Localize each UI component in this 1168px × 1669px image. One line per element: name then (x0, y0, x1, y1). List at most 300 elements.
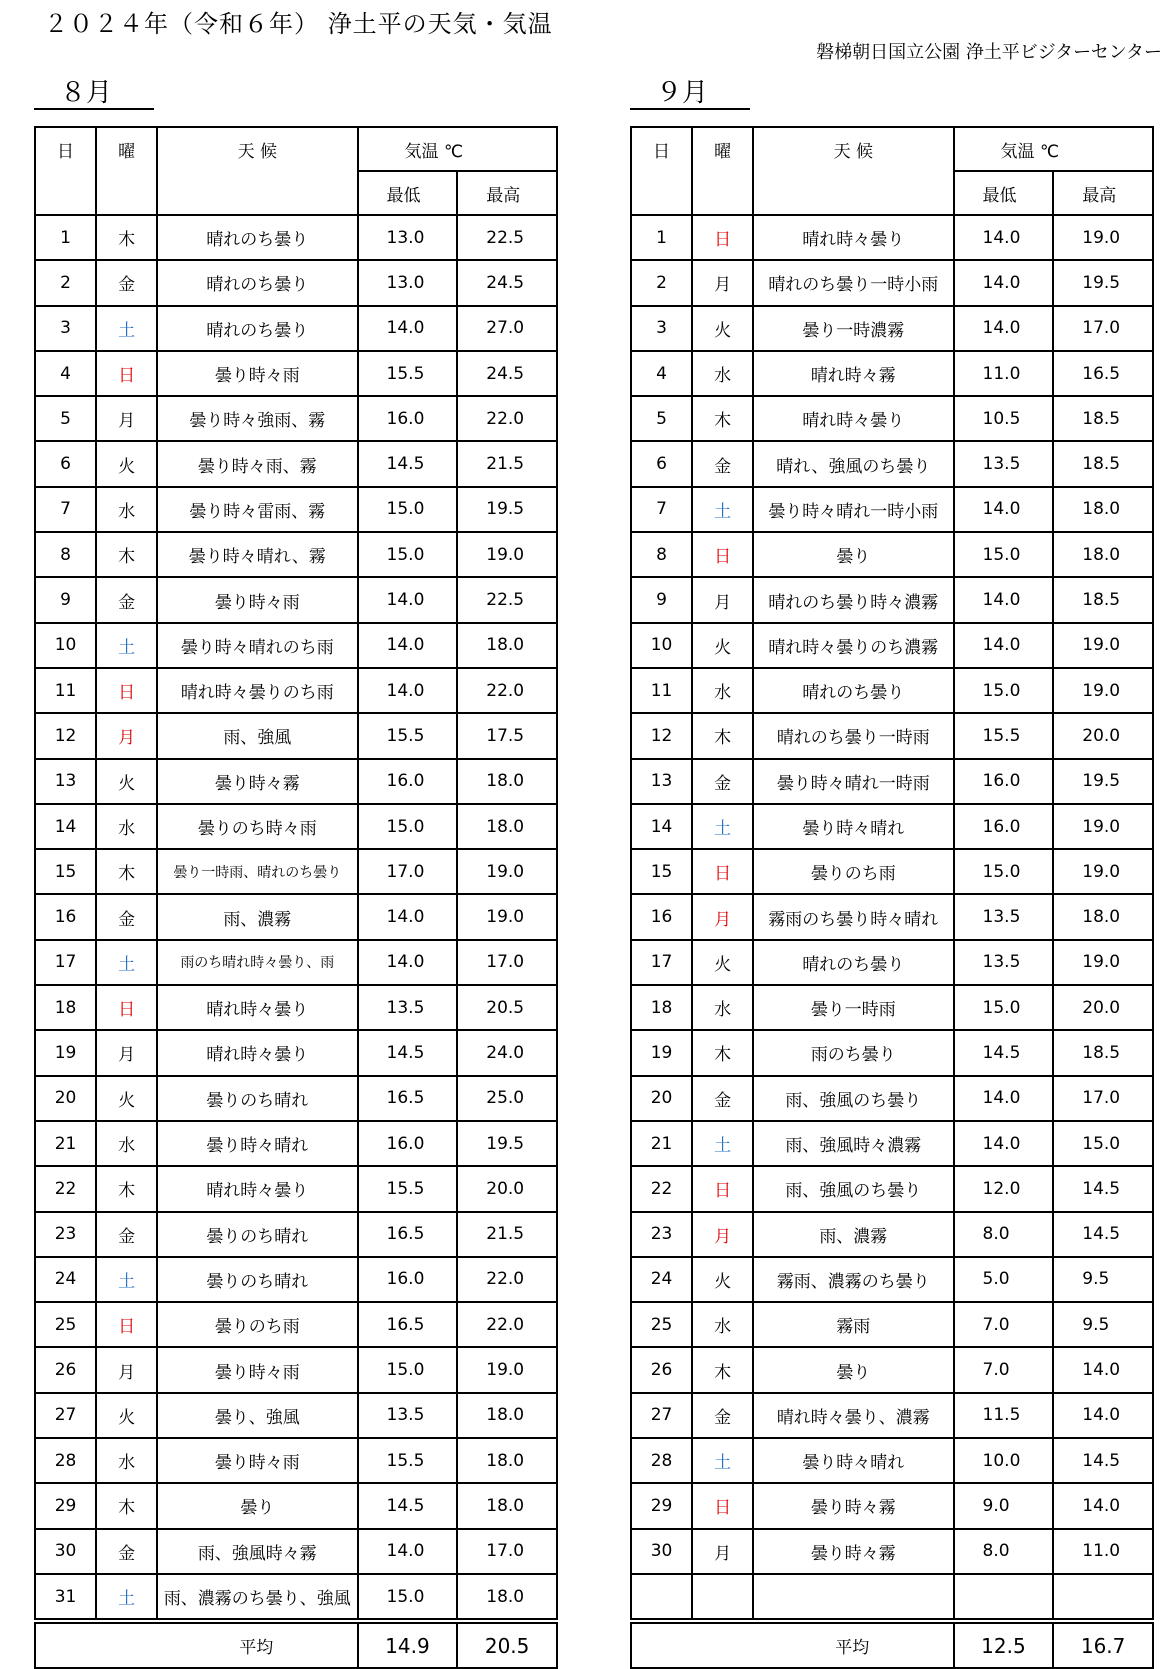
max-temp: 22.0 (457, 396, 557, 441)
day-of-week: 金 (692, 1076, 753, 1121)
day-of-week: 水 (96, 1438, 157, 1483)
max-temp: 9.5 (1053, 1302, 1153, 1347)
weather-cell: 雨、濃霧 (753, 1212, 953, 1257)
table-row (631, 1483, 1153, 1528)
min-temp: 14.0 (954, 487, 1054, 532)
table-row (631, 1076, 1153, 1121)
day-number: 19 (631, 1030, 692, 1075)
day-of-week: 月 (96, 713, 157, 758)
header-dow-blank (692, 171, 753, 215)
max-temp: 17.0 (1053, 306, 1153, 351)
min-temp: 15.0 (358, 487, 458, 532)
day-of-week: 月 (96, 1347, 157, 1392)
day-of-week: 金 (96, 260, 157, 305)
day-number: 31 (35, 1574, 96, 1621)
table-row (631, 215, 1153, 260)
day-number (631, 1574, 692, 1621)
day-of-week: 水 (96, 487, 157, 532)
day-of-week: 木 (692, 713, 753, 758)
max-temp: 19.5 (457, 487, 557, 532)
min-temp: 15.5 (358, 713, 458, 758)
day-number: 6 (35, 441, 96, 486)
weather-table-september (630, 126, 1154, 1669)
min-temp: 14.5 (954, 1030, 1054, 1075)
min-temp: 14.0 (954, 260, 1054, 305)
day-number: 12 (631, 713, 692, 758)
day-of-week: 火 (96, 759, 157, 804)
weather-cell: 晴れ、強風のち曇り (753, 441, 953, 486)
min-temp: 15.0 (358, 1347, 458, 1392)
max-temp: 14.0 (1053, 1393, 1153, 1438)
min-temp: 14.0 (358, 306, 458, 351)
max-temp: 21.5 (457, 441, 557, 486)
max-temp: 19.5 (1053, 759, 1153, 804)
table-row (631, 894, 1153, 939)
table-row (631, 623, 1153, 668)
weather-cell: 曇り時々雨 (157, 577, 357, 622)
min-temp: 15.0 (358, 804, 458, 849)
weather-cell: 曇り一時雨、晴れのち曇り (157, 849, 357, 894)
day-of-week: 火 (96, 1076, 157, 1121)
day-of-week: 土 (96, 1574, 157, 1621)
min-temp: 15.5 (358, 1166, 458, 1211)
day-of-week: 月 (692, 894, 753, 939)
table-row (35, 1257, 557, 1302)
day-of-week: 月 (692, 1212, 753, 1257)
max-temp: 19.0 (1053, 668, 1153, 713)
min-temp: 14.0 (358, 894, 458, 939)
day-of-week: 火 (692, 306, 753, 351)
organization-name: 磐梯朝日国立公園 浄土平ビジターセンター (816, 42, 1162, 63)
day-number: 30 (35, 1529, 96, 1574)
day-number: 11 (631, 668, 692, 713)
weather-cell: 雨、強風のち曇り (753, 1166, 953, 1211)
day-of-week: 土 (96, 1257, 157, 1302)
min-temp: 14.5 (358, 1030, 458, 1075)
day-number: 14 (631, 804, 692, 849)
day-of-week: 水 (692, 1302, 753, 1347)
min-temp: 14.0 (954, 577, 1054, 622)
average-row (35, 1621, 557, 1668)
table-row (35, 985, 557, 1030)
day-of-week: 金 (96, 1529, 157, 1574)
day-number: 24 (631, 1257, 692, 1302)
max-temp: 24.5 (457, 351, 557, 396)
weather-cell: 晴れ時々曇り (753, 396, 953, 441)
day-number: 29 (631, 1483, 692, 1528)
min-temp: 13.5 (954, 940, 1054, 985)
day-number: 13 (631, 759, 692, 804)
weather-cell: 曇り、強風 (157, 1393, 357, 1438)
table-row (35, 1166, 557, 1211)
min-temp: 13.5 (954, 441, 1054, 486)
day-of-week: 水 (96, 804, 157, 849)
day-of-week: 日 (96, 1302, 157, 1347)
day-number: 2 (35, 260, 96, 305)
day-of-week: 月 (96, 396, 157, 441)
min-temp: 16.5 (358, 1302, 458, 1347)
min-temp: 16.5 (358, 1212, 458, 1257)
max-temp: 19.0 (457, 532, 557, 577)
average-max: 16.7 (1053, 1621, 1153, 1668)
max-temp: 22.0 (457, 1302, 557, 1347)
table-row (631, 1030, 1153, 1075)
weather-cell: 曇り時々晴れ一時雨 (753, 759, 953, 804)
table-row (631, 260, 1153, 305)
min-temp: 5.0 (954, 1257, 1054, 1302)
min-temp: 16.5 (358, 1076, 458, 1121)
day-number: 18 (35, 985, 96, 1030)
day-number: 20 (35, 1076, 96, 1121)
min-temp: 14.0 (954, 623, 1054, 668)
day-of-week: 木 (692, 1030, 753, 1075)
table-row (631, 759, 1153, 804)
max-temp: 20.0 (1053, 713, 1153, 758)
min-temp: 13.5 (358, 985, 458, 1030)
day-of-week: 木 (692, 1347, 753, 1392)
min-temp: 14.0 (358, 668, 458, 713)
day-number: 23 (631, 1212, 692, 1257)
weather-cell: 晴れ時々曇り (157, 985, 357, 1030)
weather-cell: 曇りのち晴れ (157, 1212, 357, 1257)
table-row (35, 441, 557, 486)
table-row (631, 1166, 1153, 1211)
day-number: 1 (35, 215, 96, 260)
day-number: 28 (35, 1438, 96, 1483)
day-number: 8 (35, 532, 96, 577)
weather-cell: 晴れ時々曇り (157, 1030, 357, 1075)
table-row (35, 1529, 557, 1574)
weather-cell: 曇り時々霧 (157, 759, 357, 804)
day-number: 8 (631, 532, 692, 577)
weather-cell: 曇り (157, 1483, 357, 1528)
table-row (631, 1257, 1153, 1302)
weather-cell: 雨、強風時々濃霧 (753, 1121, 953, 1166)
min-temp: 7.0 (954, 1302, 1054, 1347)
weather-cell: 晴れ時々曇りのち濃霧 (753, 623, 953, 668)
day-of-week: 月 (692, 577, 753, 622)
max-temp: 18.0 (457, 1393, 557, 1438)
min-temp: 17.0 (358, 849, 458, 894)
min-temp: 15.5 (954, 713, 1054, 758)
day-number: 27 (35, 1393, 96, 1438)
max-temp: 11.0 (1053, 1529, 1153, 1574)
weather-cell: 曇りのち晴れ (157, 1076, 357, 1121)
weather-cell: 霧雨、濃霧のち曇り (753, 1257, 953, 1302)
max-temp: 20.5 (457, 985, 557, 1030)
day-of-week: 木 (692, 396, 753, 441)
table-row (35, 1393, 557, 1438)
max-temp (1053, 1574, 1153, 1621)
weather-cell: 曇り時々雨、霧 (157, 441, 357, 486)
day-number: 28 (631, 1438, 692, 1483)
min-temp: 13.0 (358, 215, 458, 260)
header-day: 日 (631, 127, 692, 171)
day-of-week: 月 (96, 1030, 157, 1075)
day-of-week: 日 (96, 668, 157, 713)
min-temp: 12.0 (954, 1166, 1054, 1211)
header-weather: 天 候 (157, 127, 357, 171)
min-temp: 15.0 (954, 849, 1054, 894)
min-temp: 16.0 (358, 1121, 458, 1166)
weather-cell: 曇り時々雷雨、霧 (157, 487, 357, 532)
table-row (631, 396, 1153, 441)
day-number: 4 (631, 351, 692, 396)
header-weather-blank (753, 171, 953, 215)
table-row (35, 668, 557, 713)
day-number: 7 (35, 487, 96, 532)
min-temp: 15.5 (358, 351, 458, 396)
table-row (631, 306, 1153, 351)
max-temp: 27.0 (457, 306, 557, 351)
day-of-week: 金 (96, 1212, 157, 1257)
min-temp: 11.0 (954, 351, 1054, 396)
max-temp: 21.5 (457, 1212, 557, 1257)
day-of-week (692, 1574, 753, 1621)
table-row (631, 1438, 1153, 1483)
max-temp: 14.0 (1053, 1347, 1153, 1392)
day-number: 12 (35, 713, 96, 758)
day-number: 22 (631, 1166, 692, 1211)
day-of-week: 月 (692, 1529, 753, 1574)
day-number: 24 (35, 1257, 96, 1302)
min-temp: 14.5 (358, 1483, 458, 1528)
day-number: 3 (35, 306, 96, 351)
table-row (35, 351, 557, 396)
min-temp: 16.0 (954, 759, 1054, 804)
day-of-week: 金 (692, 759, 753, 804)
max-temp: 18.0 (457, 1483, 557, 1528)
max-temp: 19.0 (1053, 940, 1153, 985)
weather-cell: 雨のち曇り (753, 1030, 953, 1075)
average-max: 20.5 (457, 1621, 557, 1668)
day-of-week: 水 (96, 1121, 157, 1166)
header-temperature: 気温 ℃ (954, 127, 1153, 171)
day-number: 1 (631, 215, 692, 260)
min-temp: 9.0 (954, 1483, 1054, 1528)
min-temp: 14.0 (954, 1076, 1054, 1121)
max-temp: 24.5 (457, 260, 557, 305)
table-row (35, 1212, 557, 1257)
weather-cell: 曇り一時濃霧 (753, 306, 953, 351)
day-of-week: 日 (692, 1166, 753, 1211)
weather-cell: 晴れのち曇り (753, 940, 953, 985)
header-day: 日 (35, 127, 96, 171)
table-row (35, 894, 557, 939)
max-temp: 20.0 (1053, 985, 1153, 1030)
min-temp: 16.0 (358, 1257, 458, 1302)
weather-cell: 晴れのち曇り時々濃霧 (753, 577, 953, 622)
max-temp: 19.0 (1053, 804, 1153, 849)
weather-cell: 晴れ時々曇りのち雨 (157, 668, 357, 713)
header-dow: 曜 (692, 127, 753, 171)
day-number: 4 (35, 351, 96, 396)
day-of-week: 火 (96, 441, 157, 486)
table-row (35, 1030, 557, 1075)
weather-cell: 曇り時々雨 (157, 351, 357, 396)
day-number: 6 (631, 441, 692, 486)
day-of-week: 火 (692, 623, 753, 668)
max-temp: 19.0 (457, 1347, 557, 1392)
weather-cell: 曇り一時雨 (753, 985, 953, 1030)
day-number: 17 (35, 940, 96, 985)
min-temp: 7.0 (954, 1347, 1054, 1392)
day-of-week: 金 (692, 441, 753, 486)
min-temp: 14.0 (358, 623, 458, 668)
weather-cell: 晴れのち曇り一時雨 (753, 713, 953, 758)
max-temp: 19.0 (1053, 215, 1153, 260)
weather-cell: 晴れ時々曇り (753, 215, 953, 260)
day-number: 14 (35, 804, 96, 849)
day-number: 20 (631, 1076, 692, 1121)
max-temp: 19.0 (457, 894, 557, 939)
max-temp: 22.0 (457, 1257, 557, 1302)
max-temp: 22.0 (457, 668, 557, 713)
max-temp: 18.5 (1053, 1030, 1153, 1075)
max-temp: 18.0 (1053, 894, 1153, 939)
table-row (35, 1121, 557, 1166)
day-number: 9 (35, 577, 96, 622)
min-temp: 16.0 (954, 804, 1054, 849)
weather-cell: 晴れ時々曇り (157, 1166, 357, 1211)
max-temp: 18.0 (457, 759, 557, 804)
table-row (35, 804, 557, 849)
min-temp: 15.0 (954, 985, 1054, 1030)
table-row (35, 1574, 557, 1621)
min-temp (954, 1574, 1054, 1621)
day-number: 21 (631, 1121, 692, 1166)
table-row (35, 306, 557, 351)
min-temp: 14.5 (358, 441, 458, 486)
average-min: 12.5 (954, 1621, 1054, 1668)
day-of-week: 土 (692, 1121, 753, 1166)
weather-cell: 曇りのち雨 (157, 1302, 357, 1347)
header-weather-blank (157, 171, 357, 215)
day-number: 23 (35, 1212, 96, 1257)
header-dow-blank (96, 171, 157, 215)
day-number: 10 (631, 623, 692, 668)
day-number: 22 (35, 1166, 96, 1211)
weather-cell: 曇り時々晴れ (753, 1438, 953, 1483)
min-temp: 13.0 (358, 260, 458, 305)
max-temp: 18.0 (1053, 487, 1153, 532)
table-subheader-row (35, 171, 557, 215)
max-temp: 22.5 (457, 577, 557, 622)
min-temp: 14.0 (358, 1529, 458, 1574)
min-temp: 14.0 (954, 1121, 1054, 1166)
min-temp: 16.0 (358, 759, 458, 804)
weather-cell: 曇り時々霧 (753, 1483, 953, 1528)
average-label: 平均 (631, 1621, 954, 1668)
weather-cell: 霧雨 (753, 1302, 953, 1347)
table-row (35, 260, 557, 305)
min-temp: 13.5 (358, 1393, 458, 1438)
max-temp: 19.0 (1053, 623, 1153, 668)
weather-cell: 曇り時々雨 (157, 1347, 357, 1392)
day-number: 13 (35, 759, 96, 804)
day-number: 21 (35, 1121, 96, 1166)
weather-cell: 晴れのち曇り (157, 260, 357, 305)
day-number: 25 (35, 1302, 96, 1347)
day-number: 19 (35, 1030, 96, 1075)
day-of-week: 土 (96, 306, 157, 351)
max-temp: 19.5 (1053, 260, 1153, 305)
table-row (631, 940, 1153, 985)
table-row (35, 577, 557, 622)
table-row (35, 1438, 557, 1483)
header-min: 最低 (358, 171, 458, 215)
day-of-week: 火 (692, 1257, 753, 1302)
max-temp: 18.0 (457, 623, 557, 668)
max-temp: 15.0 (1053, 1121, 1153, 1166)
day-number: 16 (631, 894, 692, 939)
max-temp: 18.5 (1053, 396, 1153, 441)
day-number: 11 (35, 668, 96, 713)
weather-cell: 雨、強風 (157, 713, 357, 758)
max-temp: 18.0 (457, 1574, 557, 1621)
weather-cell: 曇り時々霧 (753, 1529, 953, 1574)
table-row (631, 487, 1153, 532)
table-row (631, 1574, 1153, 1621)
weather-cell: 晴れ時々曇り、濃霧 (753, 1393, 953, 1438)
weather-cell (753, 1574, 953, 1621)
weather-cell: 曇り時々晴れ、霧 (157, 532, 357, 577)
weather-cell: 曇り時々晴れ (753, 804, 953, 849)
month-label-august: ８月 (34, 72, 154, 110)
min-temp: 16.0 (358, 396, 458, 441)
weather-cell: 曇り時々晴れのち雨 (157, 623, 357, 668)
max-temp: 19.5 (457, 1121, 557, 1166)
day-number: 3 (631, 306, 692, 351)
day-number: 5 (35, 396, 96, 441)
day-of-week: 金 (692, 1393, 753, 1438)
day-number: 29 (35, 1483, 96, 1528)
weather-table-august (34, 126, 558, 1669)
day-of-week: 木 (96, 849, 157, 894)
max-temp: 14.0 (1053, 1483, 1153, 1528)
min-temp: 10.0 (954, 1438, 1054, 1483)
max-temp: 17.0 (457, 940, 557, 985)
day-number: 5 (631, 396, 692, 441)
weather-cell: 曇りのち雨 (753, 849, 953, 894)
max-temp: 20.0 (457, 1166, 557, 1211)
max-temp: 17.0 (1053, 1076, 1153, 1121)
max-temp: 22.5 (457, 215, 557, 260)
max-temp: 18.0 (457, 804, 557, 849)
day-of-week: 水 (692, 985, 753, 1030)
min-temp: 13.5 (954, 894, 1054, 939)
table-row (35, 1076, 557, 1121)
table-row (35, 215, 557, 260)
header-dow: 曜 (96, 127, 157, 171)
day-of-week: 土 (692, 487, 753, 532)
average-min: 14.9 (358, 1621, 458, 1668)
table-row (631, 1393, 1153, 1438)
table-header-row (35, 127, 557, 171)
day-of-week: 土 (692, 804, 753, 849)
table-row (35, 849, 557, 894)
max-temp: 19.0 (457, 849, 557, 894)
max-temp: 14.5 (1053, 1212, 1153, 1257)
table-row (631, 441, 1153, 486)
table-row (35, 940, 557, 985)
min-temp: 14.0 (954, 306, 1054, 351)
day-number: 15 (631, 849, 692, 894)
day-number: 2 (631, 260, 692, 305)
header-weather: 天 候 (753, 127, 953, 171)
day-number: 9 (631, 577, 692, 622)
weather-cell: 曇りのち時々雨 (157, 804, 357, 849)
